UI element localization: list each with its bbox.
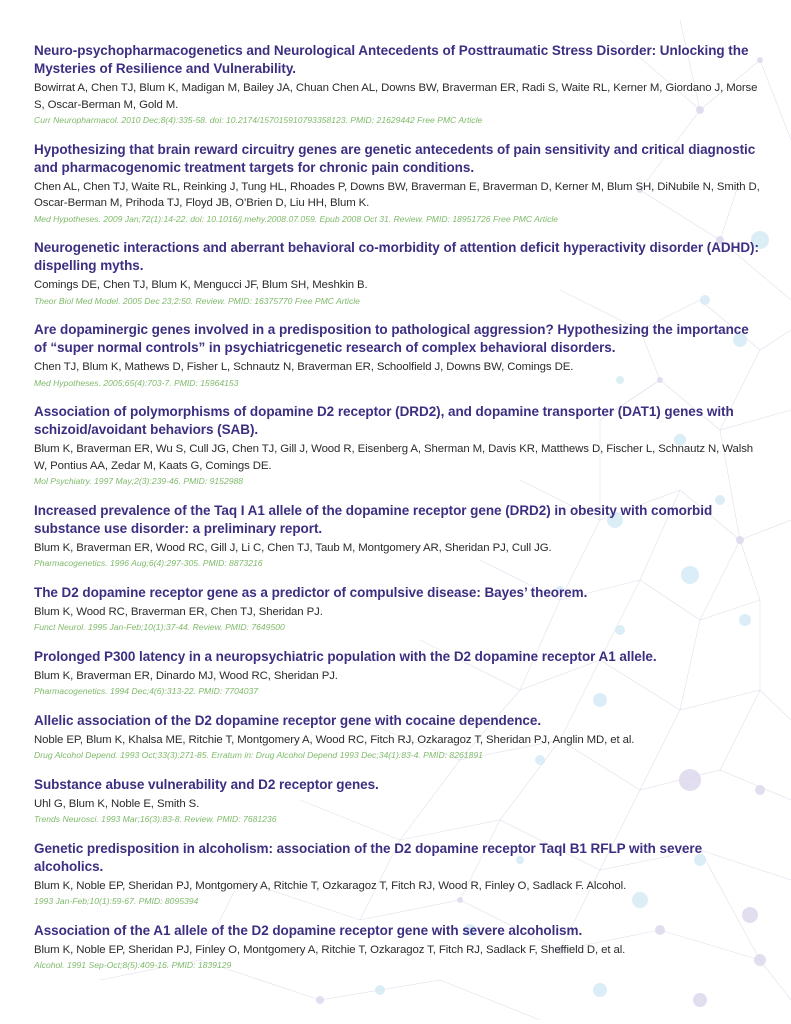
reference-title[interactable]: Neuro-psychopharmacogenetics and Neurological Antecedents of Posttraumatic Stress Disorder: Unlocking the Mysteries of Resilience and Vulnerability. <box>34 43 749 76</box>
reference-item <box>34 403 760 488</box>
reference-citation: Med Hypotheses. 2009 Jan;72(1):14-22. doi: 10.1016/j.mehy.2008.07.059. Epub 2008 Oct 31. Review. PMID: 18951726 Free PMC Article <box>34 213 559 224</box>
reference-title[interactable]: Prolonged P300 latency in a neuropsychiatric population with the D2 dopamine receptor A1 allele. <box>34 648 657 664</box>
reference-title[interactable]: Are dopaminergic genes involved in a predisposition to pathological aggression? Hypothesizing the importance of “super normal controls” in psychiatricgenetic research of complex behavioral disorders. <box>34 322 749 355</box>
reference-authors: Comings DE, Chen TJ, Blum K, Mengucci JF, Blum SH, Meshkin B. <box>34 279 368 291</box>
reference-citation: Trends Neurosci. 1993 Mar;16(3):83-8. Review. PMID: 7681236 <box>34 814 277 824</box>
reference-title[interactable]: The D2 dopamine receptor gene as a predictor of compulsive disease: Bayes’ theorem. <box>34 584 588 600</box>
reference-item <box>34 584 760 635</box>
reference-title[interactable]: Association of the A1 allele of the D2 dopamine receptor gene with severe alcoholism. <box>34 922 583 938</box>
reference-citation: Curr Neuropharmacol. 2010 Dec;8(4):335-58. doi: 10.2174/157015910793358123. PMID: 21629442 Free PMC Article <box>34 115 483 125</box>
reference-title[interactable]: Genetic predisposition in alcoholism: association of the D2 dopamine receptor TaqI B1 RFLP with severe alcoholics. <box>34 840 703 874</box>
reference-item <box>34 840 760 909</box>
reference-item <box>34 712 760 763</box>
reference-authors: Blum K, Braverman ER, Wu S, Cull JG, Chen TJ, Gill J, Wood R, Eisenberg A, Sherman M, Davis KR, Matthews D, Fischer L, Schnautz N, Walsh W, Pontius AA, Zedar M, Kaats G, Comings DE. <box>34 443 754 472</box>
reference-citation: Pharmacogenetics. 1994 Dec;4(6):313-22. PMID: 7704037 <box>34 686 259 696</box>
reference-item <box>34 502 760 571</box>
reference-authors: Blum K, Noble EP, Sheridan PJ, Finley O, Montgomery A, Ritchie T, Ozkaragoz T, Fitch RJ, Sadlack F, Sheffield D, et al. <box>34 943 626 956</box>
reference-item <box>34 239 760 308</box>
reference-citation: Pharmacogenetics. 1996 Aug;6(4):297-305. PMID: 8873216 <box>34 558 263 568</box>
reference-authors: Chen TJ, Blum K, Mathews D, Fisher L, Schnautz N, Braverman ER, Schoolfield J, Downs BW, Comings DE. <box>34 361 574 373</box>
reference-authors: Bowirrat A, Chen TJ, Blum K, Madigan M, Bailey JA, Chuan Chen AL, Downs BW, Braverman ER, Radi S, Waite RL, Kerner M, Giordano J, Morse S, Oscar-Berman M, Gold M. <box>34 82 758 111</box>
reference-item <box>34 776 760 827</box>
reference-authors: Chen AL, Chen TJ, Waite RL, Reinking J, Tung HL, Rhoades P, Downs BW, Braverman E, Braverman D, Kerner M, Blum SH, DiNubile N, Smith D, Oscar-Berman M, Prihoda TJ, Floyd JB, O’Brien D, Liu HH, Blum K. <box>34 180 760 209</box>
reference-authors: Noble EP, Blum K, Khalsa ME, Ritchie T, Montgomery A, Wood RC, Fitch RJ, Ozkaragoz T, Sheridan PJ, Anglin MD, et al. <box>34 733 635 746</box>
reference-citation: Mol Psychiatry. 1997 May;2(3):239-46. PMID: 9152988 <box>34 476 244 486</box>
reference-title[interactable]: Substance abuse vulnerability and D2 receptor genes. <box>34 776 379 792</box>
reference-title[interactable]: Increased prevalence of the Taq I A1 allele of the dopamine receptor gene (DRD2) in obesity with comorbid substance use disorder: a preliminary report. <box>34 502 713 536</box>
reference-authors: Uhl G, Blum K, Noble E, Smith S. <box>34 797 200 810</box>
reference-title[interactable]: Neurogenetic interactions and aberrant behavioral co-morbidity of attention deficit hyperactivity disorder (ADHD): dispelling myths. <box>34 240 759 273</box>
reference-citation: Funct Neurol. 1995 Jan-Feb;10(1):37-44. Review. PMID: 7649500 <box>34 622 285 632</box>
reference-authors: Blum K, Noble EP, Sheridan PJ, Montgomery A, Ritchie T, Ozkaragoz T, Fitch RJ, Wood R, Finley O, Sadlack F. Alcohol. <box>34 879 627 892</box>
reference-item <box>34 42 760 127</box>
reference-title[interactable]: Association of polymorphisms of dopamine D2 receptor (DRD2), and dopamine transporter (DAT1) genes with schizoid/avoidant behaviors (SAB). <box>34 404 734 437</box>
reference-citation: Alcohol. 1991 Sep-Oct;8(5):409-16. PMID: 1839129 <box>34 960 232 970</box>
reference-authors: Blum K, Braverman ER, Wood RC, Gill J, Li C, Chen TJ, Taub M, Montgomery AR, Sheridan PJ, Cull JG. <box>34 541 552 554</box>
reference-authors: Blum K, Wood RC, Braverman ER, Chen TJ, Sheridan PJ. <box>34 605 323 618</box>
reference-item <box>34 922 760 973</box>
reference-title[interactable]: Hypothesizing that brain reward circuitry genes are genetic antecedents of pain sensitivity and critical diagnostic and pharmacogenomic treatment targets for chronic pain conditions. <box>34 141 756 175</box>
reference-citation: Med Hypotheses. 2005;65(4):703-7. PMID: 15964153 <box>34 377 239 388</box>
reference-authors: Blum K, Braverman ER, Dinardo MJ, Wood RC, Sheridan PJ. <box>34 669 338 682</box>
reference-item <box>34 321 760 390</box>
reference-citation: Theor Biol Med Model. 2005 Dec 23;2:50. Review. PMID: 16375770 Free PMC Article <box>34 295 360 306</box>
reference-list <box>34 42 760 986</box>
reference-citation: Drug Alcohol Depend. 1993 Oct;33(3):271-85. Erratum in: Drug Alcohol Depend 1993 Dec;34(1):83-4. PMID: 8261891 <box>34 750 483 760</box>
reference-item <box>34 141 760 226</box>
reference-title[interactable]: Allelic association of the D2 dopamine receptor gene with cocaine dependence. <box>34 712 542 728</box>
reference-citation: 1993 Jan-Feb;10(1):59-67. PMID: 8095394 <box>34 896 199 906</box>
reference-item <box>34 648 760 699</box>
